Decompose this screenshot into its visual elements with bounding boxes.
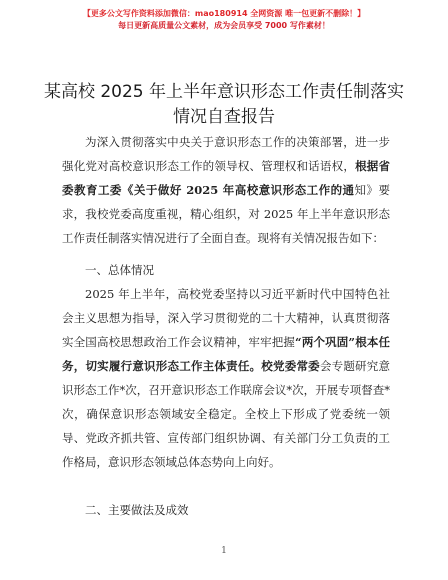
promo-banner: [0, 8, 448, 32]
promo-line-1: 【更多公文写作资料添加微信：mao180914 全网资源 唯一包更新不删除！】: [82, 9, 366, 18]
section-1-part-1: 2025 年上半年，高校党委坚持以习近平新时代中国特色社会主义思想为指导，深入学习贯彻党的二十大精神，认真贯彻落实全国高校思想政治工作会议精神，牢牢把握: [62, 287, 390, 349]
page-number: 1: [221, 546, 227, 556]
intro-text: [62, 130, 390, 250]
promo-line-2: 每日更新高质量公文素材，成为会员享受 7000 写作素材！: [118, 21, 330, 30]
intro-part-1: 为深入贯彻落实中央关于意识形态工作的决策部署，进一步强化党对高校意识形态工作的领导权、管理权和话语权，: [62, 135, 390, 173]
intro-bold-part: 根据省委教育工委《关于做好 2025 年高校意识形态工作的通: [62, 159, 391, 197]
section-2: [62, 498, 390, 522]
section-1-text: [62, 282, 390, 474]
section-1-bold-part: “两个巩固”根本任务，切实履行意识形态工作主体责任。校党委常委: [62, 335, 390, 373]
section-1-part-3: 会专题研究意识形态工作*次，召开意识形态工作联席会议*次，开展专项督查*次，确保意识形态领域安全稳定。全校上下形成了党委统一领导、党政齐抓共管、宣传部门组织协调、有关部门分工负责的工作格局，意识形态领域总体态势向上向好。: [62, 359, 391, 469]
section-1: [62, 258, 390, 474]
title-line-2: 情况自查报告: [173, 107, 275, 127]
section-1-heading: 一、总体情况: [85, 263, 154, 277]
section-2-heading: 二、主要做法及成效: [85, 503, 189, 517]
title-line-1: 某高校 2025 年上半年意识形态工作责任制落实: [43, 82, 405, 102]
document-title: [0, 80, 448, 130]
intro-paragraph: [62, 130, 390, 250]
intro-part-3: 知》要求，我校党委高度重视，精心组织，对 2025 年上半年意识形态工作责任制落实情况进行了全面自查。现将有关情况报告如下：: [62, 183, 391, 245]
